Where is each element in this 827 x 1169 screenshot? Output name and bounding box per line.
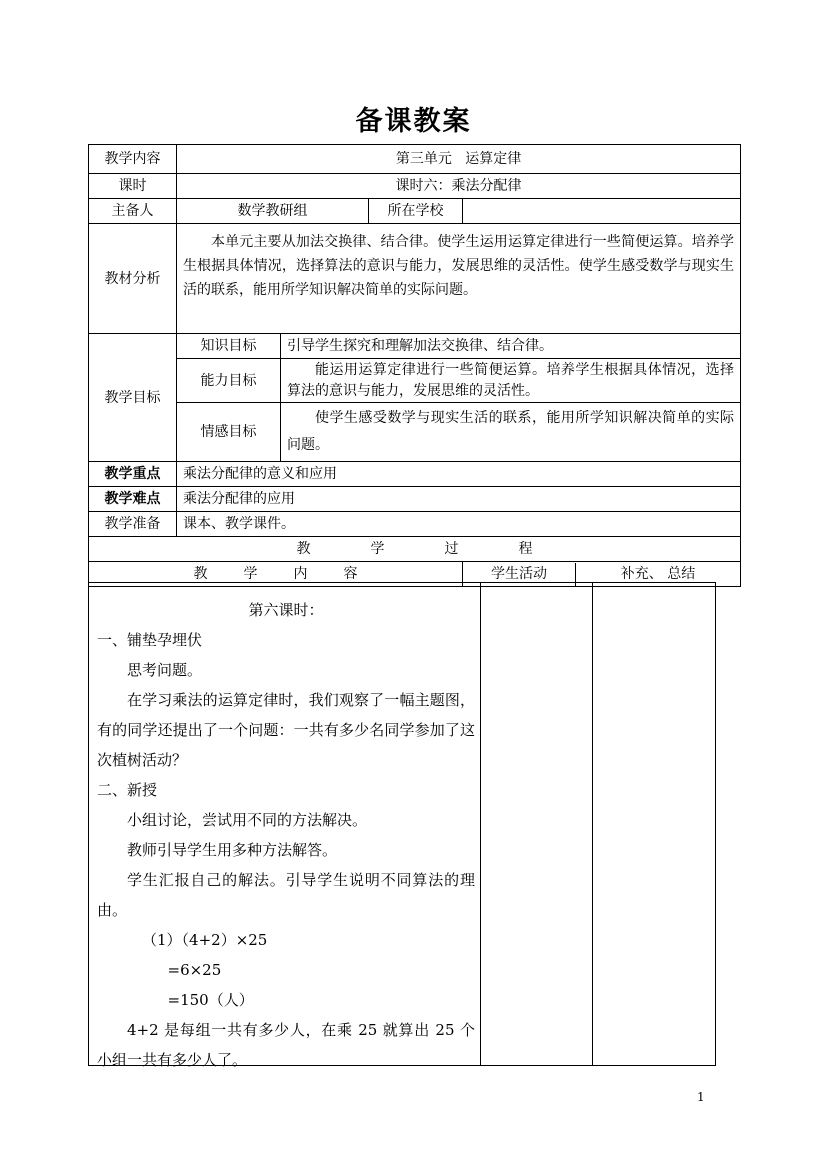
row-process-heading [89,537,741,562]
column-content-char: 容 [343,566,358,582]
process-heading-char: 程 [518,541,533,557]
column-divider [592,583,593,1065]
calculation-line: =6×25 [167,961,222,979]
difficulty-value: 乘法分配律的应用 [177,487,741,512]
key-label: 教学重点 [89,462,177,487]
row-key-point [89,462,741,487]
lesson-paragraph: 学生汇报自己的解法。引导学生说明不同算法的理由。 [97,871,475,919]
row-goal-knowledge [89,334,741,359]
document-title: 备课教案 [355,106,472,137]
column-content-char: 学 [243,566,258,582]
lesson-paragraph: 在学习乘法的运算定律时，我们观察了一幅主题图，有的同学还提出了一个问题：一共有多少名同学参加了这次植树活动？ [97,691,475,769]
column-content-char: 教 [193,566,208,582]
column-divider [480,583,481,1065]
lesson-content [97,595,475,1075]
column-notes-header: 补充、 总结 [620,566,696,582]
lesson-heading: 第六课时： [248,601,324,619]
lesson-paragraph: 思考问题。 [127,661,203,679]
process-heading-char: 过 [444,541,459,557]
school-label: 所在学校 [369,199,463,224]
lesson-paragraph: 4+2 是每组一共有多少人，在乘 25 就算出 25 个小组一共有多少人了。 [97,1021,475,1069]
lesson-label: 课时 [89,174,177,199]
column-content-char: 内 [293,566,308,582]
row-content [89,145,741,174]
difficulty-label: 教学难点 [89,487,177,512]
row-prep [89,512,741,537]
row-goal-emotion [89,403,741,462]
lesson-plan-table [88,144,741,587]
goal-knowledge-text: 引导学生探究和理解加法交换律、结合律。 [281,334,741,359]
lesson-paragraph: 小组讨论，尝试用不同的方法解决。 [127,811,368,829]
content-value: 第三单元 运算定律 [177,145,741,174]
goal-ability-label: 能力目标 [177,359,281,403]
column-student-header: 学生活动 [463,563,576,586]
school-value [463,199,741,224]
goal-emotion-label: 情感目标 [177,403,281,462]
goals-label: 教学目标 [89,334,177,462]
section-heading: 二、新授 [97,781,158,799]
page-number: 1 [697,1090,705,1104]
row-analysis [89,224,741,334]
preparer-label: 主备人 [89,199,177,224]
analysis-text: 本单元主要从加法交换律、结合律。使学生运用运算定律进行一些简便运算。培养学生根据具体情况，选择算法的意识与能力，发展思维的灵活性。使学生感受数学与现实生活的联系，能用所学知识解决简单的实际问题。 [177,224,741,334]
lesson-paragraph: 教师引导学生用多种方法解答。 [127,841,338,859]
goal-knowledge-label: 知识目标 [177,334,281,359]
analysis-label: 教材分析 [89,224,177,334]
calculation-line: （1）（4+2）×25 [142,931,268,949]
row-lesson [89,174,741,199]
goal-ability-text: 能运用运算定律进行一些简便运算。培养学生根据具体情况，选择算法的意识与能力，发展思维的灵活性。 [281,359,741,403]
row-difficulty [89,487,741,512]
process-heading [89,537,741,562]
row-goal-ability [89,359,741,403]
goal-emotion-text: 使学生感受数学与现实生活的联系，能用所学知识解决简单的实际问题。 [281,403,741,462]
process-body [88,582,716,1069]
calculation-line: =150（人） [167,991,254,1009]
prep-value: 课本、教学课件。 [177,512,741,537]
prep-label: 教学准备 [89,512,177,537]
content-label: 教学内容 [89,145,177,174]
preparer-value: 数学教研组 [177,199,369,224]
row-preparer [89,199,741,224]
section-heading: 一、铺垫孕埋伏 [97,631,203,649]
process-heading-char: 教 [296,541,311,557]
key-value: 乘法分配律的意义和应用 [177,462,741,487]
lesson-value: 课时六：乘法分配律 [177,174,741,199]
process-heading-char: 学 [370,541,385,557]
